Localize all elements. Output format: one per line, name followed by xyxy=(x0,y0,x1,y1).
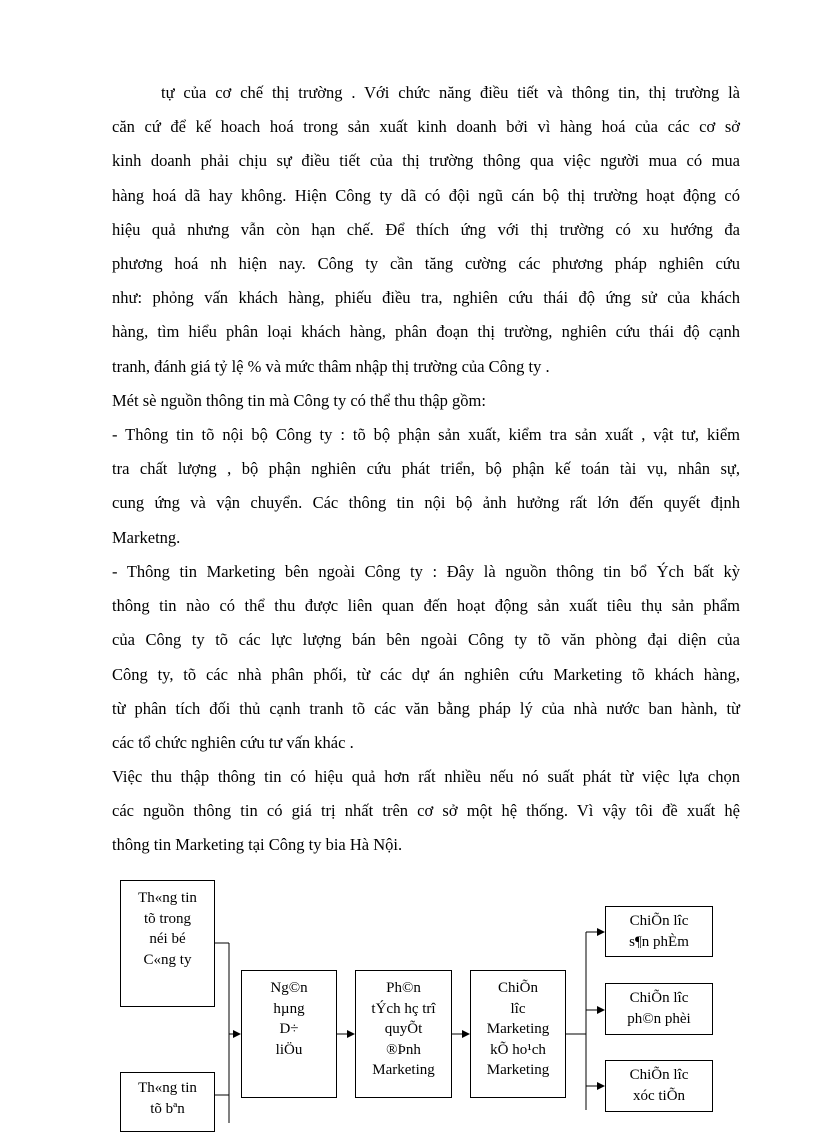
box-line: Ng©n xyxy=(270,980,308,996)
box-decision-support xyxy=(355,970,452,1098)
box-data-bank xyxy=(241,970,337,1098)
text-line: như: phỏng vấn khách hàng, phiếu điều tra, nghiên cứu thái độ ứng sử của khách xyxy=(112,288,740,308)
box-internal-source xyxy=(120,880,215,1007)
text-line: Marketng. xyxy=(112,527,181,547)
box-line: D÷ xyxy=(279,1021,299,1037)
text-line: kinh doanh phải chịu sự điều tiết của thị trường thông qua việc người mua có mua xyxy=(112,151,740,171)
text-line: hàng, tìm hiểu phân loại khách hàng, phân đoạn thị trường, nghiên cứu thái độ cạnh xyxy=(112,322,740,342)
box-line: ®Þnh xyxy=(386,1041,421,1058)
box-line: liÖu xyxy=(275,1041,303,1058)
box-product-strategy xyxy=(605,906,713,957)
text-line: tranh, đánh giá tỷ lệ % và mức thâm nhập thị trường của Công ty . xyxy=(112,356,550,376)
text-line: hàng hoá dã hay không. Hiện Công ty dã có đội ngũ cán bộ thị trường hoạt động có xyxy=(112,185,740,205)
box-promotion-strategy xyxy=(605,1060,713,1112)
box-line: quyÕt xyxy=(384,1021,423,1037)
box-line: kÕ ho¹ch xyxy=(490,1041,546,1058)
box-external-source xyxy=(120,1072,215,1132)
box-line: tõ bªn xyxy=(150,1100,185,1117)
text-line: tự của cơ chế thị trường . Với chức năng điều tiết và thông tin, thị trường là xyxy=(161,83,740,102)
box-line: ChiÕn lîc xyxy=(629,1067,689,1083)
text-line: phương hoá nh hiện nay. Công ty cần tăng cường các phương pháp nghiên cứu xyxy=(112,254,740,274)
box-distribution-strategy xyxy=(605,983,713,1035)
box-line: Marketing xyxy=(486,1021,550,1037)
text-line: các tổ chức nghiên cứu tư vấn khác . xyxy=(112,733,354,753)
text-line: Việc thu thập thông tin có hiệu quả hơn rất nhiều nếu nó suất phát từ việc lựa chọn xyxy=(112,767,740,786)
text-line: - Thông tin Marketing bên ngoài Công ty : Đây là nguồn thông tin bổ Ých bất kỳ xyxy=(112,562,740,581)
text-line: Mét sè nguồn thông tin mà Công ty có thể thu thập gồm: xyxy=(112,391,486,410)
text-line: thông tin Marketing tại Công ty bia Hà Nội. xyxy=(112,835,403,855)
box-line: tÝch hç trî xyxy=(371,1000,436,1017)
box-line: ChiÕn lîc xyxy=(629,913,689,929)
box-line: Ph©n xyxy=(386,980,421,996)
text-line: các nguồn thông tin có giá trị nhất trên cơ sở một hệ thống. Vì vậy tôi đề xuất hệ xyxy=(112,801,740,821)
box-line: Th«ng tin xyxy=(138,1080,197,1096)
text-line: hiệu quả nhưng vẫn còn hạn chế. Để thích ứng với thị trường có xu hướng đa xyxy=(112,219,740,239)
box-line: ChiÕn lîc xyxy=(629,990,689,1006)
text-line: thông tin nào có thể thu được liên quan đến hoạt động sản xuất tiêu thụ sản phẩm xyxy=(112,596,740,616)
text-line: cung ứng và vận chuyển. Các thông tin nội bộ ảnh hưởng rất lớn đến quyết định xyxy=(112,493,740,513)
box-line: C«ng ty xyxy=(143,951,192,968)
box-line: xóc tiÕn xyxy=(632,1087,686,1104)
box-marketing-strategy xyxy=(470,970,566,1098)
box-line: Th«ng tin xyxy=(138,890,197,906)
box-line: Marketing xyxy=(486,1062,550,1078)
text-line: Công ty, tõ các nhà phân phối, từ các dự án nghiên cứu Marketing tõ khách hàng, xyxy=(112,664,740,684)
text-line: từ phân tích đối thủ cạnh tranh tõ các văn bằng pháp lý của nhà nước ban hành, từ xyxy=(112,698,740,718)
box-line: ChiÕn xyxy=(497,980,538,996)
box-line: lîc xyxy=(510,1000,526,1017)
text-line: căn cứ để kế hoach hoá trong sản xuất kinh doanh bởi vì hàng hoá của các cơ sở xyxy=(112,117,740,137)
box-line: hµng xyxy=(273,1000,305,1017)
box-line: ph©n phèi xyxy=(627,1010,691,1027)
text-line: tra chất lượng , bộ phận nghiên cứu phát triển, bộ phận kế toán tài vụ, nhân sự, xyxy=(112,459,740,479)
box-line: Marketing xyxy=(372,1062,435,1078)
text-line: của Công ty tõ các lực lượng bán bên ngoài Công ty tõ văn phòng đại diện của xyxy=(112,630,740,650)
box-line: s¶n phÈm xyxy=(629,933,689,950)
box-line: tõ trong xyxy=(143,910,192,927)
box-line: néi bé xyxy=(149,931,186,947)
text-line: - Thông tin tõ nội bộ Công ty : tõ bộ phận sản xuất, kiểm tra sản xuất , vật tư, kiểm xyxy=(112,425,740,444)
